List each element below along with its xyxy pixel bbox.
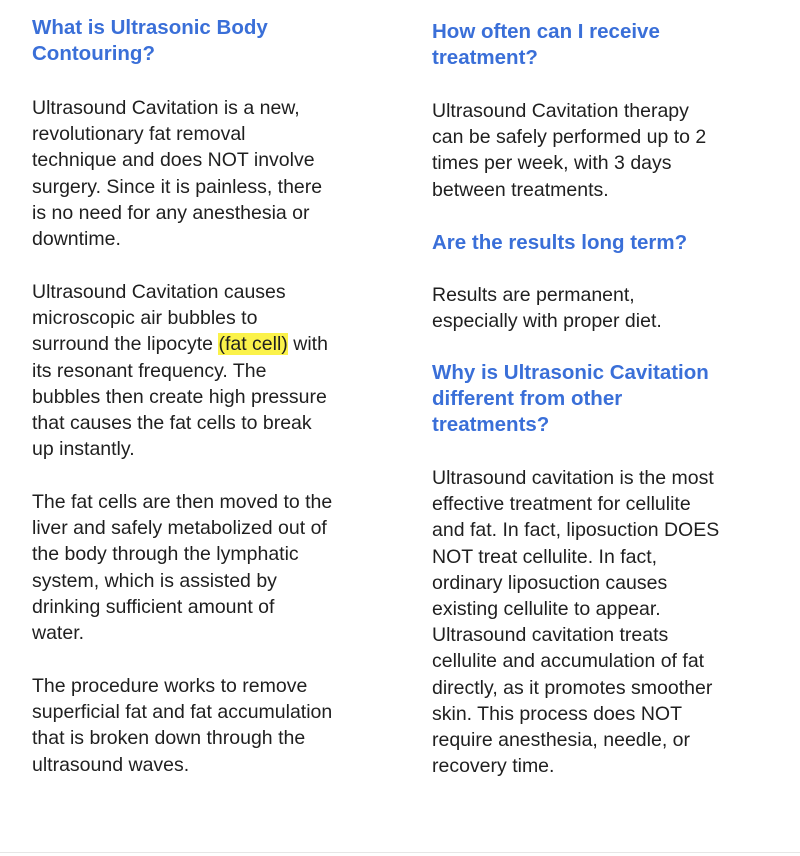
highlighted-fat-cell: (fat cell)	[218, 333, 288, 356]
heading-results-long-term: Are the results long term?	[432, 231, 688, 254]
heading-what-is-ultrasonic-body-contouring: What is Ultrasonic Body Contouring?	[32, 16, 268, 65]
paragraph-results: Results are permanent, especially with proper diet.	[432, 284, 662, 333]
heading-how-often: How often can I receive treatment?	[432, 20, 660, 69]
paragraph-comparison: Ultrasound cavitation is the most effective treatment for cellulite and fat. In fact, liposuction DOES NOT treat cellulite. In fact, ordinary liposuction causes existing cellulite to appear. Ultrasound cavitation treats cellulite and accumulation of fat directly, as it promotes smoother skin. This process does NOT require anesthesia, needle, or recovery time.	[432, 467, 720, 778]
paragraph-frequency: Ultrasound Cavitation therapy can be safely performed up to 2 times per week, with 3 days between treatments.	[432, 100, 707, 201]
paragraph-metabolized: The fat cells are then moved to the liver and safely metabolized out of the body through the lymphatic system, which is assisted by drinking sufficient amount of water.	[32, 491, 333, 645]
heading-why-different: Why is Ultrasonic Cavitation different from other treatments?	[432, 361, 709, 436]
paragraph-cavitation-text-start: Ultrasound Cavitation causes microscopic air bubbles to surround the lipocyte	[32, 281, 286, 356]
paragraph-cavitation-mechanism	[32, 279, 328, 462]
paragraph-intro: Ultrasound Cavitation is a new, revolutionary fat removal technique and does NOT involve surgery. Since it is painless, there is no need for any anesthesia or downtime.	[32, 97, 323, 251]
paragraph-procedure: The procedure works to remove superficial fat and fat accumulation that is broken down through the ultrasound waves.	[32, 675, 333, 776]
bottom-divider	[0, 852, 800, 853]
paragraph-cavitation-text-end: with its resonant frequency. The bubbles then create high pressure that causes the fat cells to break up instantly.	[32, 333, 328, 461]
